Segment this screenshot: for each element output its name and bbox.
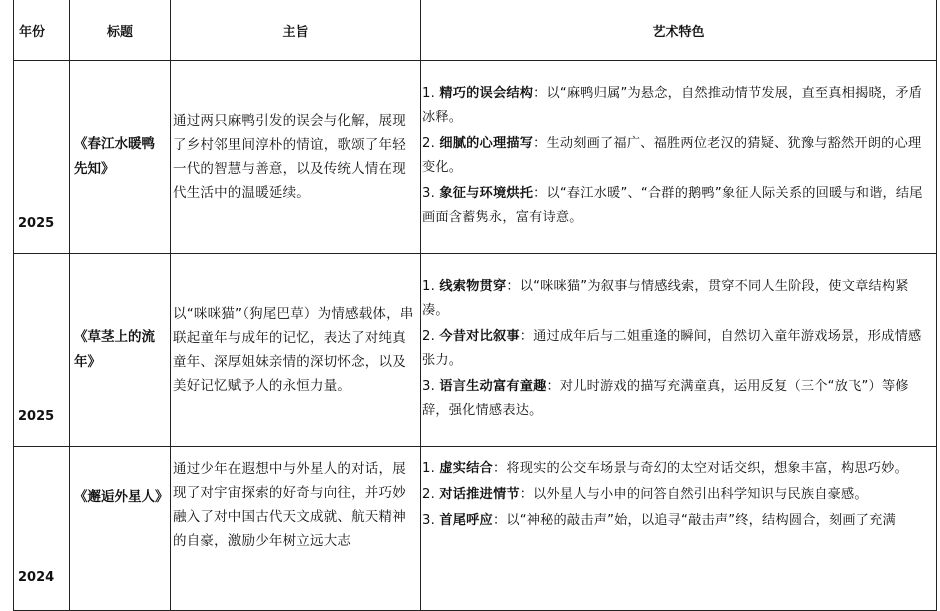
art-point-text: ：以“咪咪猫”为叙事与情感线索，贯穿不同人生阶段，使文章结构紧凑。: [422, 279, 909, 318]
art-point-number: 3.: [422, 513, 435, 528]
year-cell: 2025: [14, 254, 70, 447]
art-point-text: ：通过成年后与二姐重逢的瞬间，自然切入童年游戏场景，形成情感张力。: [422, 329, 922, 368]
title-cell: 《春江水暖鸭先知》: [70, 61, 171, 254]
art-point-heading: 语言生动富有童趣: [439, 379, 547, 394]
art-point-text: ：以外星人与小申的问答自然引出科学知识与民族自豪感。: [519, 487, 868, 502]
art-point: [422, 325, 933, 373]
art-cell: [421, 254, 937, 447]
art-point-heading: 象征与环境烘托: [439, 186, 534, 201]
art-point-heading: 今昔对比叙事: [439, 329, 520, 344]
art-point: [422, 82, 933, 130]
art-point: [422, 132, 933, 180]
art-point-text: ：对儿时游戏的描写充满童真，运用反复（三个“放飞”）等修辞，强化情感表达。: [422, 379, 909, 418]
art-point-heading: 线索物贯穿: [439, 279, 507, 294]
art-point: [422, 375, 933, 423]
art-point-number: 3.: [422, 186, 435, 201]
title-cell: 《邂逅外星人》: [70, 447, 171, 611]
art-point-text: ：以“春江水暖”、“合群的鹅鸭”象征人际关系的回暖与和谐，结尾画面含蓄隽永，富有诗意。: [422, 186, 923, 225]
table-header-row: [14, 0, 937, 61]
year-cell: 2025: [14, 61, 70, 254]
art-point: [422, 509, 933, 533]
art-point-heading: 细腻的心理描写: [439, 136, 534, 151]
art-point: [422, 457, 933, 481]
art-point-number: 3.: [422, 379, 435, 394]
header-year: 年份: [14, 0, 70, 61]
art-point-heading: 虚实结合: [439, 461, 493, 476]
header-title: 标题: [70, 0, 171, 61]
art-point-number: 1.: [422, 279, 435, 294]
art-point-text: ：生动刻画了福广、福胜两位老汉的猜疑、犹豫与豁然开朗的心理变化。: [422, 136, 922, 175]
art-point-heading: 首尾呼应: [439, 513, 493, 528]
art-point-number: 2.: [422, 329, 435, 344]
art-point-number: 1.: [422, 461, 435, 476]
art-point-number: 2.: [422, 487, 435, 502]
art-point-number: 2.: [422, 136, 435, 151]
art-cell: [421, 447, 937, 611]
theme-cell: 以“咪咪猫”（狗尾巴草）为情感载体，串联起童年与成年的记忆，表达了对纯真童年、深厚姐妹亲情的深切怀念，以及美好记忆赋予人的永恒力量。: [171, 254, 421, 447]
table-row: [14, 254, 937, 447]
art-point-number: 1.: [422, 86, 435, 101]
art-point: [422, 182, 933, 230]
theme-cell: 通过少年在遐想中与外星人的对话，展现了对宇宙探索的好奇与向往，并巧妙融入了对中国古代天文成就、航天精神的自豪，激励少年树立远大志: [171, 447, 421, 611]
header-theme: 主旨: [171, 0, 421, 61]
art-point-text: ：以“神秘的敲击声”始，以追寻“敲击声”终，结构圆合，刻画了充满: [492, 513, 896, 528]
art-cell: [421, 61, 937, 254]
header-art: 艺术特色: [421, 0, 937, 61]
art-point: [422, 275, 933, 323]
table-row: [14, 447, 937, 611]
art-point-text: ：将现实的公交车场景与奇幻的太空对话交织，想象丰富，构思巧妙。: [492, 461, 908, 476]
year-cell: 2024: [14, 447, 70, 611]
works-table: [13, 0, 937, 611]
art-point-text: ：以“麻鸭归属”为悬念，自然推动情节发展，直至真相揭晓，矛盾冰释。: [422, 86, 923, 125]
table-row: [14, 61, 937, 254]
art-point: [422, 483, 933, 507]
title-cell: 《草茎上的流年》: [70, 254, 171, 447]
art-point-heading: 精巧的误会结构: [439, 86, 534, 101]
art-point-heading: 对话推进情节: [439, 487, 520, 502]
theme-cell: 通过两只麻鸭引发的误会与化解，展现了乡村邻里间淳朴的情谊，歌颂了年轻一代的智慧与善意，以及传统人情在现代生活中的温暖延续。: [171, 61, 421, 254]
